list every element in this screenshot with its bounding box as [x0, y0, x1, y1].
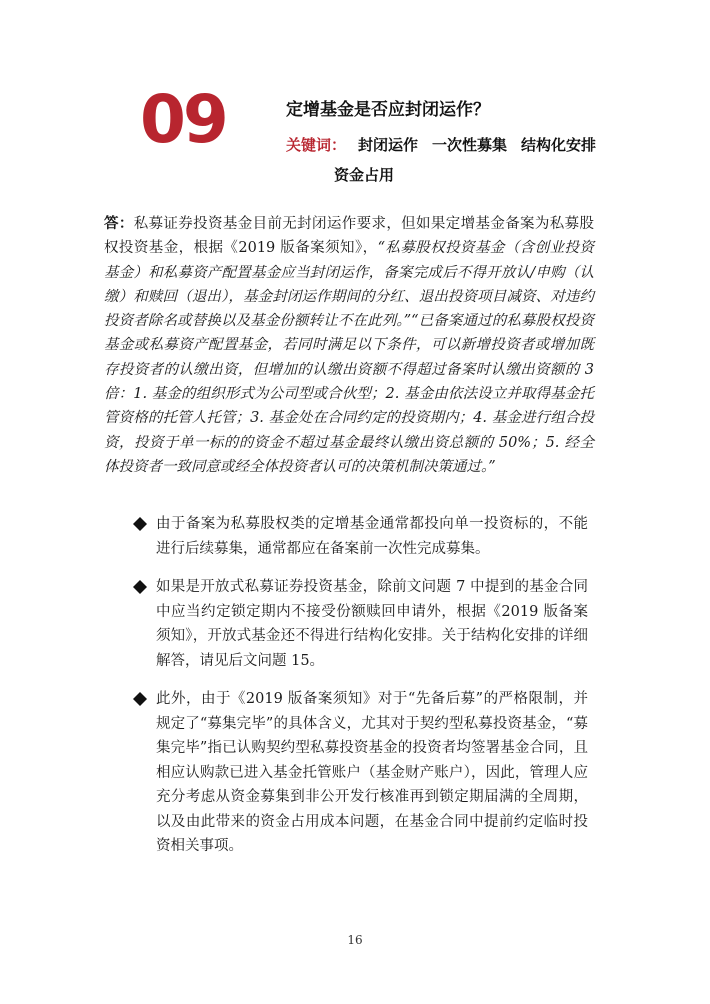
- bullet-item: [132, 575, 588, 673]
- bullet-item: [132, 687, 588, 859]
- answer-intro: 私募证券投资基金目前无封闭运作要求，但如果定增基金备案为私募股权投资基金，根据《2019 版备案须知》，: [104, 216, 594, 257]
- diamond-icon: [132, 691, 148, 707]
- answer-quote: “私募股权投资基金（含创业投资基金）和私募资产配置基金应当封闭运作，备案完成后不得开放认/申购（认缴）和赎回（退出），基金封闭运作期间的分红、退出投资项目减资、对违约投资者除名或替换以及基金份额转让不在此列。”“已备案通过的私募股权投资基金或私募资产配置基金，若同时满足以下条件，可以新增投资者或增加既存投资者的认缴出资，但增加的认缴出资额不得超过备案时认缴出资额的 3 倍：1. 基金的组织形式为公司型或合伙型；2. 基金由依法设立并取得基金托管资格的托管人托管；3. 基金处在合同约定的投资期内；4. 基金进行组合投资，投资于单一标的的资金不超过基金最终认缴出资总额的 50%；5. 经全体投资者一致同意或经全体投资者认可的决策机制决策通过。”: [104, 240, 594, 475]
- keyword: 一次性募集: [432, 136, 508, 154]
- answer-label: 答：: [104, 216, 134, 232]
- bullet-text: 由于备案为私募股权类的定增基金通常都投向单一投资标的，不能进行后续募集，通常都应在备案前一次性完成募集。: [156, 516, 588, 557]
- keyword: 封闭运作: [358, 136, 419, 154]
- keywords-label: 关键词：: [286, 136, 347, 154]
- keyword: 结构化安排: [521, 136, 597, 154]
- answer-paragraph: [104, 212, 594, 479]
- diamond-icon: [132, 579, 148, 595]
- keywords: [286, 130, 616, 190]
- bullet-list: [132, 512, 588, 873]
- bullet-text: 此外，由于《2019 版备案须知》对于“先备后募”的严格限制，并规定了“募集完毕”的具体含义，尤其对于契约型私募投资基金，“募集完毕”指已认购契约型私募投资基金的投资者均签署基金合同，且相应认购款已进入基金托管账户（基金财产账户），因此，管理人应充分考虑从资金募集到非公开发行核准再到锁定期届满的全周期，以及由此带来的资金占用成本问题，在基金合同中提前约定临时投资相关事项。: [156, 691, 588, 854]
- bullet-text: 如果是开放式私募证券投资基金，除前文问题 7 中提到的基金合同中应当约定锁定期内不接受份额赎回申请外，根据《2019 版备案须知》，开放式基金还不得进行结构化安排。关于结构化安排的详细解答，请见后文问题 15。: [156, 579, 588, 669]
- bullet-item: [132, 512, 588, 561]
- diamond-icon: [132, 516, 148, 532]
- page-number: 16: [347, 933, 363, 947]
- keyword: 资金占用: [334, 166, 395, 184]
- question-title: 定增基金是否应封闭运作？: [286, 100, 490, 120]
- question-number: 09: [140, 81, 226, 158]
